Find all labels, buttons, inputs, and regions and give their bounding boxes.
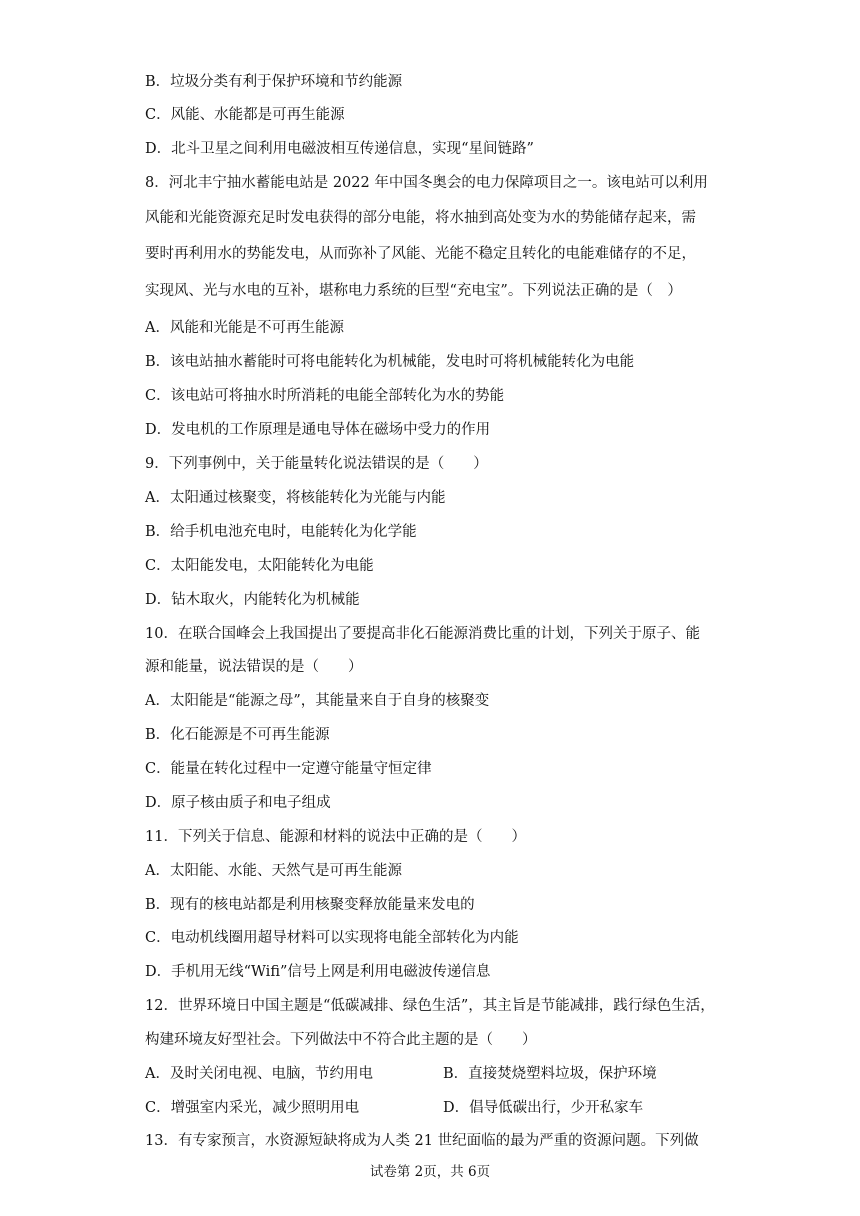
q11-option-d: D．手机用无线“Wifi”信号上网是利用电磁波传递信息 [145,964,491,980]
q8-stem-line-4: 实现风、光与水电的互补，堪称电力系统的巨型“充电宝”。下列说法正确的是（ ） [145,283,682,299]
q10-option-b: B．化石能源是不可再生能源 [145,727,330,743]
q11-option-c: C．电动机线圈用超导材料可以实现将电能全部转化为内能 [145,930,519,946]
q7-option-d: D．北斗卫星之间利用电磁波相互传递信息，实现“星间链路” [145,141,534,157]
q12-stem-line-2: 构建环境友好型社会。下列做法中不符合此主题的是（ ） [145,1032,537,1048]
page-footer: 试卷第 2页，共 6页 [369,1164,491,1180]
q8-option-d: D．发电机的工作原理是通电导体在磁场中受力的作用 [145,422,491,438]
q13-stem-line-1: 13．有专家预言，水资源短缺将成为人类 21 世纪面临的最为严重的资源问题。下列做 [145,1133,699,1149]
q12-option-d: D．倡导低碳出行，少开私家车 [443,1100,644,1116]
q9-option-b: B．给手机电池充电时，电能转化为化学能 [145,524,417,540]
q12-option-c: C．增强室内采光，减少照明用电 [145,1100,360,1116]
q8-option-b: B．该电站抽水蓄能时可将电能转化为机械能，发电时可将机械能转化为电能 [145,354,635,370]
q7-option-b: B．垃圾分类有利于保护环境和节约能源 [145,74,403,90]
q8-stem-line-3: 要时再利用水的势能发电，从而弥补了风能、光能不稳定且转化的电能难储存的不足， [145,246,696,262]
q11-option-b: B．现有的核电站都是利用核聚变释放能量来发电的 [145,897,475,913]
q12-option-b: B．直接焚烧塑料垃圾，保护环境 [443,1066,657,1082]
q8-option-c: C．该电站可将抽水时所消耗的电能全部转化为水的势能 [145,388,505,404]
q9-option-c: C．太阳能发电，太阳能转化为电能 [145,558,374,574]
q12-stem-line-1: 12．世界环境日中国主题是“低碳减排、绿色生活”，其主旨是节能减排，践行绿色生活， [145,998,715,1014]
q7-option-c: C．风能、水能都是可再生能源 [145,107,345,123]
q10-option-a: A．太阳能是“能源之母”，其能量来自于自身的核聚变 [145,693,490,709]
q8-option-a: A．风能和光能是不可再生能源 [145,320,344,336]
q9-option-d: D．钻木取火，内能转化为机械能 [145,592,360,608]
q10-option-d: D．原子核由质子和电子组成 [145,795,331,811]
q8-stem-line-2: 风能和光能资源充足时发电获得的部分电能，将水抽到高处变为水的势能储存起来，需 [145,210,696,226]
q9-option-a: A．太阳通过核聚变，将核能转化为光能与内能 [145,490,446,506]
q11-stem: 11．下列关于信息、能源和材料的说法中正确的是（ ） [145,829,526,845]
q10-stem-line-1: 10．在联合国峰会上我国提出了要提高非化石能源消费比重的计划，下列关于原子、能 [145,626,700,642]
q10-stem-line-2: 源和能量，说法错误的是（ ） [145,659,363,675]
q8-stem-line-1: 8．河北丰宁抽水蓄能电站是 2022 年中国冬奥会的电力保障项目之一。该电站可以利用 [145,175,708,191]
q11-option-a: A．太阳能、水能、天然气是可再生能源 [145,863,402,879]
q12-option-a: A．及时关闭电视、电脑，节约用电 [145,1066,373,1082]
q10-option-c: C．能量在转化过程中一定遵守能量守恒定律 [145,761,432,777]
q9-stem: 9．下列事例中，关于能量转化说法错误的是（ ） [145,456,488,472]
